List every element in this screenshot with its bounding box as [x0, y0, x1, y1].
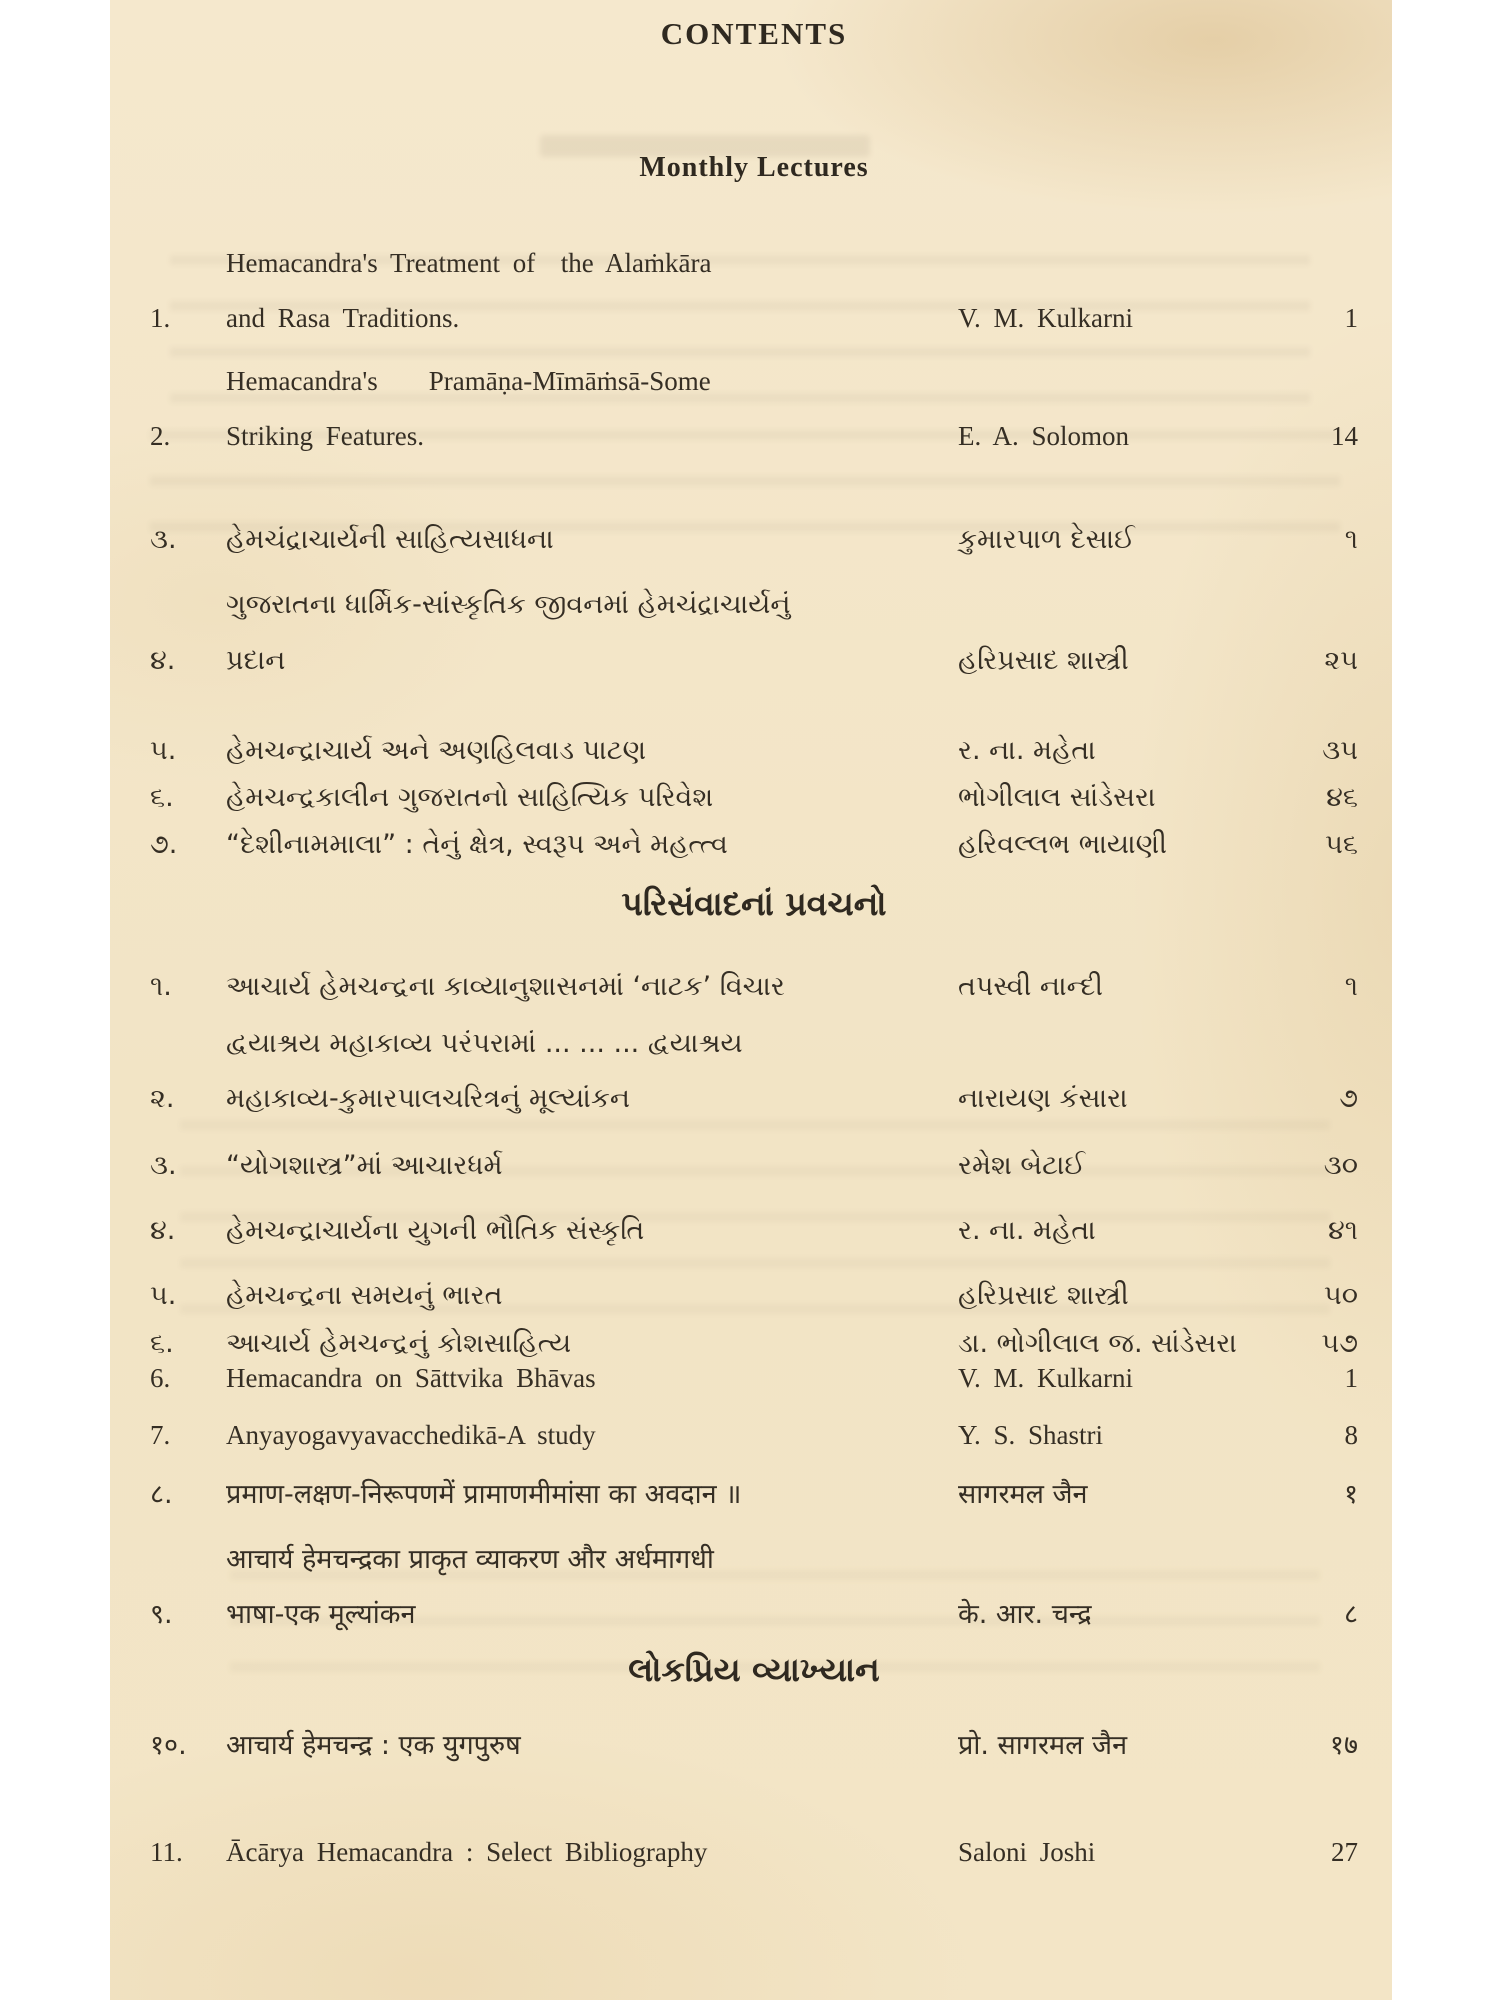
toc-content — [110, 0, 1392, 1870]
entry-page-number: ૫૬ — [1325, 828, 1358, 860]
entry-title — [226, 733, 950, 768]
entry-title — [226, 587, 950, 677]
toc-entry — [150, 1361, 1358, 1396]
toc-entry — [150, 1477, 1358, 1512]
toc-entry — [150, 780, 1358, 815]
entry-number: ૫. — [150, 1280, 177, 1312]
entry-title-line: હેમચંદ્રાચાર્યની સાહિત્યસાધના — [226, 524, 554, 556]
entry-title-line: Ācārya Hemacandra : Select Bibliography — [226, 1837, 708, 1868]
toc-entry — [150, 1835, 1358, 1870]
entry-number: १०. — [150, 1730, 187, 1762]
entry-title-line: आचार्य हेमचन्द्र : एक युगपुरुष — [226, 1730, 521, 1762]
entry-number: 1. — [150, 303, 171, 334]
entry-title — [226, 827, 950, 862]
entry-author: તપસ્વી નાન્દી — [958, 970, 1103, 1002]
entry-page-number: ૭ — [1339, 1083, 1358, 1115]
entry-page-number: ૩૫ — [1322, 734, 1358, 766]
entry-number: ૪. — [150, 644, 176, 676]
entry-author: Saloni Joshi — [958, 1837, 1096, 1868]
entry-title — [226, 1728, 950, 1763]
entry-number: 2. — [150, 421, 171, 452]
entry-author: Y. S. Shastri — [958, 1419, 1104, 1450]
entry-title — [226, 780, 950, 815]
entry-title-line: આચાર્ય હેમચન્દ્રના કાવ્યાનુશાસનમાં ‘નાટક’ વિચાર — [226, 970, 785, 1002]
entry-author: નારાયણ કંસારા — [958, 1083, 1128, 1115]
entry-number: ૭. — [150, 828, 178, 860]
entry-title — [226, 1026, 950, 1116]
entry-title-line: ગુજરાતના ધાર્મિક-સાંસ્કૃતિક જીવનમાં હેમચંદ્રાચાર્યનું — [226, 589, 791, 621]
toc-entry — [150, 587, 1358, 677]
entry-page-number: ૧ — [1344, 970, 1358, 1002]
entry-author: के. आर. चन्द्र — [958, 1598, 1092, 1630]
entry-author: V. M. Kulkarni — [958, 1362, 1134, 1393]
entry-number: ૩. — [150, 524, 177, 556]
entry-number: ૬. — [150, 1327, 174, 1359]
toc-entry — [150, 1418, 1358, 1453]
entry-number: ९. — [150, 1598, 173, 1630]
entry-author: ભોગીલાલ સાંડેસરા — [958, 781, 1156, 813]
entry-author: E. A. Solomon — [958, 421, 1130, 452]
section-heading-monthly-lectures: Monthly Lectures — [639, 152, 869, 183]
entry-title — [226, 522, 950, 557]
entry-title — [226, 1361, 950, 1396]
entry-title-line: આચાર્ય હેમચન્દ્રનું કોશસાહિત્ય — [226, 1327, 572, 1359]
toc-entry — [150, 969, 1358, 1004]
entry-number: ૩. — [150, 1150, 177, 1182]
entry-page-number: ૪૧ — [1328, 1215, 1358, 1247]
toc-entry — [150, 1278, 1358, 1313]
entry-title — [226, 1477, 950, 1512]
entry-number: ૬. — [150, 781, 174, 813]
toc-entry — [150, 827, 1358, 862]
entry-title-line: દ્વયાશ્રય મહાકાવ્ય પરંપરામાં ... ... ... દ્વયાશ્રય — [226, 1028, 743, 1060]
entry-author: प्रो. सागरमल जैन — [958, 1730, 1128, 1762]
toc-entry — [150, 733, 1358, 768]
entry-author: હરિપ્રસાદ શાસ્ત્રી — [958, 644, 1129, 676]
toc-entry — [150, 1542, 1358, 1632]
entry-title — [226, 1542, 950, 1632]
toc-entry — [150, 246, 1358, 336]
entry-number: ૫. — [150, 734, 177, 766]
entry-number: ૨. — [150, 1083, 175, 1115]
entry-author: ર. ના. મહેતા — [958, 734, 1096, 766]
entry-author: રમેશ બેટાઈ — [958, 1150, 1086, 1182]
entry-author: હરિવલ્લભ ભાયાણી — [958, 828, 1167, 860]
entry-title-line: Hemacandra's Pramāṇa-Mīmāṁsā-Some — [226, 366, 711, 397]
entry-page-number: 27 — [1331, 1837, 1358, 1868]
entry-title-line: પ્રદાન — [226, 644, 286, 676]
entry-author: હરિપ્રસાદ શાસ્ત્રી — [958, 1280, 1129, 1312]
entry-title — [226, 1148, 950, 1183]
entry-title-line: भाषा-एक मूल्यांकन — [226, 1598, 416, 1630]
entry-page-number: ८ — [1343, 1598, 1358, 1630]
toc-entry — [150, 364, 1358, 454]
section-heading-seminar-lectures: પરિસંવાદનાં પ્રવચનો — [621, 883, 887, 923]
section-heading-popular-lecture: લોકપ્રિય વ્યાખ્યાન — [628, 1650, 880, 1690]
entry-page-number: ૩૦ — [1323, 1150, 1358, 1182]
entry-title-line: and Rasa Traditions. — [226, 303, 460, 334]
entry-title-line: आचार्य हेमचन्द्रका प्राकृत व्याकरण और अर्धमागधी — [226, 1543, 714, 1575]
toc-entry — [150, 1213, 1358, 1248]
entry-page-number: 14 — [1331, 421, 1358, 452]
entry-page-number: १ — [1343, 1478, 1358, 1510]
entry-number: ८. — [150, 1478, 173, 1510]
entry-number: 11. — [150, 1837, 183, 1868]
entry-title — [226, 1213, 950, 1248]
entry-page-number: 8 — [1344, 1419, 1358, 1450]
entry-title-line: Striking Features. — [226, 421, 424, 452]
entry-title — [226, 1326, 950, 1361]
toc-entry — [150, 522, 1358, 557]
entry-number: ૧. — [150, 970, 172, 1002]
entry-page-number: ૧ — [1344, 524, 1358, 556]
entry-author: V. M. Kulkarni — [958, 303, 1134, 334]
entry-title-line: “યોગશાસ્ત્ર”માં આચારધર્મ — [226, 1150, 503, 1182]
entry-title-line: હેમચન્દ્રાચાર્ય અને અણહિલવાડ પાટણ — [226, 734, 647, 766]
toc-entry — [150, 1148, 1358, 1183]
scanned-page — [110, 0, 1392, 2000]
entry-author: ર. ના. મહેતા — [958, 1215, 1096, 1247]
entry-number: ૪. — [150, 1215, 176, 1247]
entry-author: सागरमल जैन — [958, 1478, 1088, 1510]
entry-title-line: Hemacandra's Treatment of the Alaṁkāra — [226, 248, 712, 278]
entry-title-line: Hemacandra on Sāttvika Bhāvas — [226, 1362, 596, 1393]
entry-page-number: ૪૬ — [1326, 781, 1358, 813]
entry-page-number: 1 — [1344, 1362, 1358, 1393]
entry-title-line: હેમચન્દ્રકાલીન ગુજરાતનો સાહિત્યિક પરિવેશ — [226, 781, 714, 813]
entry-title-line: “દેશીનામમાલા” : તેનું ક્ષેત્ર, સ્વરૂપ અને મહત્ત્વ — [226, 828, 728, 860]
entry-title-line: Anyayogavyavacchedikā-A study — [226, 1419, 596, 1450]
entry-author: કુમારપાળ દેસાઈ — [958, 524, 1135, 556]
toc-entry — [150, 1026, 1358, 1116]
entry-page-number: 1 — [1344, 303, 1358, 334]
entry-title-line: હેમચન્દ્રાચાર્યના યુગની ભૌતિક સંસ્કૃતિ — [226, 1215, 645, 1247]
entry-title — [226, 1418, 950, 1453]
entry-title — [226, 364, 950, 454]
entry-page-number: ૫૭ — [1321, 1327, 1358, 1359]
entry-title — [226, 969, 950, 1004]
entry-title — [226, 246, 950, 336]
toc-entry — [150, 1728, 1358, 1763]
entry-number: 6. — [150, 1362, 171, 1393]
entry-title-line: प्रमाण-लक्षण-निरूपणमें प्रामाणमीमांसा का अवदान ॥ — [226, 1478, 742, 1510]
entry-page-number: १७ — [1329, 1730, 1358, 1762]
toc-entry — [150, 1326, 1358, 1361]
entry-author: ડા. ભોગીલાલ જ. સાંડેસરા — [958, 1327, 1237, 1359]
entry-title — [226, 1278, 950, 1313]
entry-title — [226, 1835, 950, 1870]
entry-title-line: હેમચન્દ્રના સમયનું ભારત — [226, 1280, 503, 1312]
entry-title-line: મહાકાવ્ય-કુમારપાલચરિત્રનું મૂલ્યાંકન — [226, 1083, 630, 1115]
entry-page-number: ૨૫ — [1324, 644, 1358, 676]
page-title: CONTENTS — [660, 16, 848, 51]
entry-number: 7. — [150, 1419, 171, 1450]
entry-page-number: ૫૦ — [1324, 1280, 1358, 1312]
